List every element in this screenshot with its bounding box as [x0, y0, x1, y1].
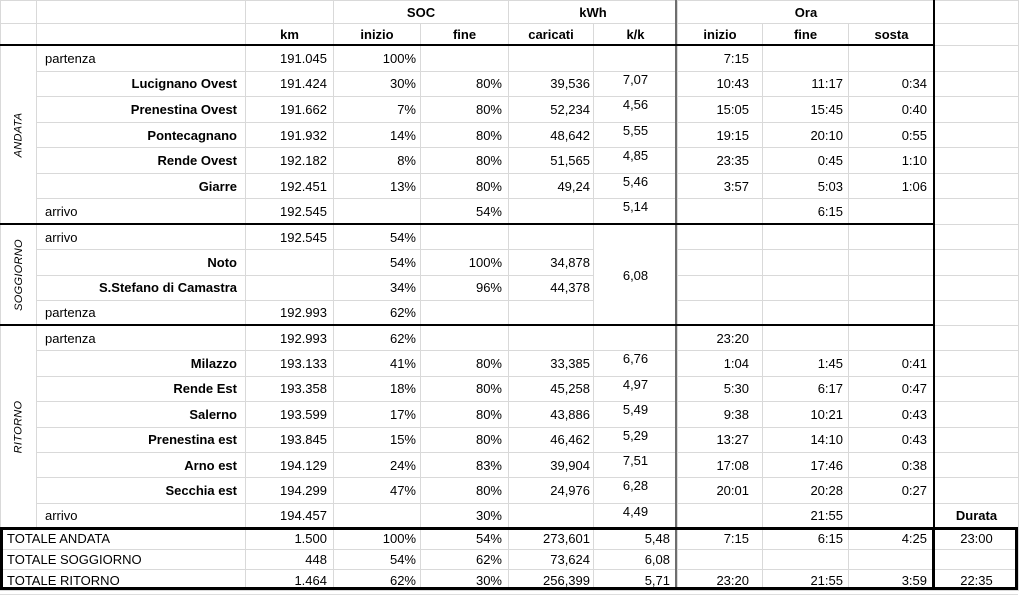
cell-durata[interactable] — [935, 46, 1019, 72]
cell-stop-name[interactable]: Pontecagnano — [37, 123, 246, 149]
cell-sosta[interactable] — [849, 276, 935, 301]
cell-durata[interactable] — [935, 148, 1019, 174]
cell-km[interactable]: 191.045 — [246, 46, 334, 72]
cell-soc-inizio[interactable]: 18% — [334, 377, 421, 402]
cell-kwh-kk[interactable]: 5,71 — [594, 570, 678, 591]
cell-ora-fine[interactable]: 17:46 — [763, 453, 849, 478]
table-row — [37, 504, 1019, 529]
cell-kwh-caricati[interactable]: 39,536 — [509, 72, 594, 98]
cell-ora-inizio[interactable]: 1:04 — [678, 351, 763, 376]
cell-soc-fine[interactable]: 80% — [421, 123, 509, 149]
cell-ora-inizio[interactable]: 5:30 — [678, 377, 763, 402]
cell-km[interactable]: 1.500 — [246, 529, 334, 550]
cell-stop-name[interactable]: Lucignano Ovest — [37, 72, 246, 98]
cell-kwh-caricati[interactable]: 43,886 — [509, 402, 594, 427]
cell-ora-inizio[interactable]: 23:35 — [678, 148, 763, 174]
cell-durata[interactable] — [935, 72, 1019, 98]
cell-soc-fine[interactable]: 80% — [421, 402, 509, 427]
cell-km[interactable]: 192.545 — [246, 199, 334, 225]
cell-soc-fine[interactable]: 80% — [421, 148, 509, 174]
cell-km[interactable]: 193.358 — [246, 377, 334, 402]
cell-soc-inizio[interactable]: 100% — [334, 529, 421, 550]
cell-durata[interactable] — [935, 123, 1019, 149]
cell-soc-inizio[interactable]: 14% — [334, 123, 421, 149]
cell-kwh-kk[interactable]: 4,85 — [594, 148, 678, 174]
cell-ora-fine[interactable] — [763, 276, 849, 301]
cell-durata[interactable] — [935, 276, 1019, 301]
cell-soc-inizio[interactable]: 24% — [334, 453, 421, 478]
table-row — [37, 199, 1019, 225]
cell-soc-fine[interactable]: 62% — [421, 550, 509, 571]
cell-kwh-caricati[interactable]: 48,642 — [509, 123, 594, 149]
cell-stop-name[interactable]: Rende Est — [37, 377, 246, 402]
cell-stop-name[interactable]: arrivo — [37, 225, 246, 250]
cell-km[interactable]: 191.424 — [246, 72, 334, 98]
cell-total-label[interactable]: TOTALE SOGGIORNO — [1, 550, 246, 571]
cell-sosta[interactable]: 1:06 — [849, 174, 935, 200]
cell-sosta[interactable] — [849, 550, 935, 571]
cell-ora-inizio[interactable] — [678, 199, 763, 225]
blank-header-cell[interactable] — [37, 24, 246, 46]
cell-durata[interactable] — [935, 174, 1019, 200]
cell-ora-inizio[interactable]: 9:38 — [678, 402, 763, 427]
cell-kwh-caricati[interactable]: 51,565 — [509, 148, 594, 174]
cell-kwh-caricati[interactable] — [509, 46, 594, 72]
cell-soc-inizio[interactable]: 41% — [334, 351, 421, 376]
cell-kwh-kk[interactable]: 4,56 — [594, 97, 678, 123]
cell-sosta[interactable]: 0:38 — [849, 453, 935, 478]
cell-km[interactable]: 193.845 — [246, 428, 334, 453]
section-rows — [37, 326, 1019, 529]
cell-ora-fine[interactable] — [763, 326, 849, 351]
cell-ora-fine[interactable] — [763, 250, 849, 275]
cell-sosta[interactable]: 0:34 — [849, 72, 935, 98]
cell-ora-fine[interactable]: 21:55 — [763, 570, 849, 591]
cell-stop-name[interactable]: arrivo — [37, 199, 246, 225]
table-row — [37, 123, 1019, 149]
cell-km[interactable]: 194.299 — [246, 478, 334, 503]
cell-soc-inizio[interactable]: 62% — [334, 326, 421, 351]
cell-ora-fine[interactable]: 21:55 — [763, 504, 849, 529]
cell-soc-inizio[interactable]: 62% — [334, 301, 421, 326]
cell-kwh-caricati[interactable]: 34,878 — [509, 250, 594, 275]
cell-soc-inizio[interactable]: 100% — [334, 46, 421, 72]
cell-ora-inizio[interactable] — [678, 301, 763, 326]
cell-kwh-caricati[interactable]: 33,385 — [509, 351, 594, 376]
cell-soc-inizio[interactable]: 15% — [334, 428, 421, 453]
cell-soc-fine[interactable]: 54% — [421, 199, 509, 225]
cell-sosta[interactable]: 1:10 — [849, 148, 935, 174]
corner-cell[interactable] — [1, 1, 37, 24]
cell-ora-inizio[interactable] — [678, 504, 763, 529]
cell-stop-name[interactable]: arrivo — [37, 504, 246, 529]
table-row — [37, 46, 1019, 72]
cell-kwh-kk[interactable]: 6,76 — [594, 351, 678, 376]
cell-soc-inizio[interactable]: 47% — [334, 478, 421, 503]
cell-sosta[interactable] — [849, 199, 935, 225]
cell-soc-fine[interactable]: 96% — [421, 276, 509, 301]
cell-kwh-kk[interactable] — [594, 46, 678, 72]
cell-ora-fine[interactable]: 0:45 — [763, 148, 849, 174]
cell-soc-fine[interactable]: 80% — [421, 478, 509, 503]
header-columns-row — [1, 24, 1019, 46]
section-label-cell[interactable] — [1, 225, 37, 326]
cell-sosta[interactable]: 4:25 — [849, 529, 935, 550]
section-rows — [37, 46, 1019, 225]
cell-soc-inizio[interactable]: 54% — [334, 225, 421, 250]
cell-sosta[interactable]: 0:40 — [849, 97, 935, 123]
cell-kwh-kk[interactable]: 6,28 — [594, 478, 678, 503]
cell-ora-fine[interactable]: 20:28 — [763, 478, 849, 503]
totals-row — [1, 529, 1019, 550]
section-ritorno — [1, 326, 1019, 529]
cell-kwh-caricati[interactable]: 44,378 — [509, 276, 594, 301]
column-header-sosta[interactable]: sosta — [849, 24, 935, 46]
cell-kwh-kk[interactable]: 6,08 — [594, 550, 678, 571]
section-label-cell[interactable] — [1, 326, 37, 529]
cell-km[interactable]: 191.932 — [246, 123, 334, 149]
cell-soc-fine[interactable]: 100% — [421, 250, 509, 275]
cell-ora-inizio[interactable] — [678, 276, 763, 301]
cell-kwh-caricati[interactable]: 73,624 — [509, 550, 594, 571]
cell-durata[interactable] — [935, 428, 1019, 453]
column-header-kk[interactable]: k/k — [594, 24, 678, 46]
cell-durata[interactable] — [935, 550, 1019, 571]
cell-durata[interactable] — [935, 301, 1019, 326]
cell-stop-name[interactable]: S.Stefano di Camastra — [37, 276, 246, 301]
cell-soc-fine[interactable] — [421, 301, 509, 326]
cell-soc-inizio[interactable]: 34% — [334, 276, 421, 301]
cell-soc-fine[interactable] — [421, 46, 509, 72]
cell-soc-inizio[interactable]: 54% — [334, 550, 421, 571]
column-header-inizio[interactable]: inizio — [334, 24, 421, 46]
header-group-row — [1, 1, 1019, 24]
cell-stop-name[interactable]: Arno est — [37, 453, 246, 478]
cell-km[interactable]: 193.599 — [246, 402, 334, 427]
cell-durata[interactable] — [935, 351, 1019, 376]
cell-ora-fine[interactable]: 6:15 — [763, 199, 849, 225]
totals-row — [1, 570, 1019, 591]
column-header-inizio[interactable]: inizio — [678, 24, 763, 46]
cell-stop-name[interactable]: partenza — [37, 326, 246, 351]
cell-durata[interactable] — [935, 250, 1019, 275]
cell-ora-inizio[interactable]: 13:27 — [678, 428, 763, 453]
cell-durata[interactable] — [935, 97, 1019, 123]
cell-kwh-caricati[interactable] — [509, 199, 594, 225]
totals-section — [1, 529, 1019, 591]
cell-ora-fine[interactable]: 10:21 — [763, 402, 849, 427]
cell-stop-name[interactable]: Giarre — [37, 174, 246, 200]
cell-soc-fine[interactable]: 30% — [421, 570, 509, 591]
cell-kwh-kk[interactable]: 7,51 — [594, 453, 678, 478]
blank-header-cell[interactable] — [935, 1, 1019, 24]
column-header-caricati[interactable]: caricati — [509, 24, 594, 46]
cell-kwh-caricati[interactable] — [509, 225, 594, 250]
table-row — [37, 377, 1019, 402]
cell-stop-name[interactable]: Prenestina Ovest — [37, 97, 246, 123]
cell-kwh-kk[interactable] — [594, 326, 678, 351]
cell-sosta[interactable]: 0:27 — [849, 478, 935, 503]
cell-kwh-kk[interactable]: 5,46 — [594, 174, 678, 200]
cell-ora-fine[interactable]: 5:03 — [763, 174, 849, 200]
cell-soc-inizio[interactable]: 62% — [334, 570, 421, 591]
cell-ora-inizio[interactable]: 20:01 — [678, 478, 763, 503]
cell-soc-inizio[interactable] — [334, 199, 421, 225]
cell-ora-fine[interactable]: 1:45 — [763, 351, 849, 376]
cell-soc-inizio[interactable]: 13% — [334, 174, 421, 200]
cell-sosta[interactable] — [849, 301, 935, 326]
cell-km[interactable]: 191.662 — [246, 97, 334, 123]
cell-durata[interactable]: 23:00 — [935, 529, 1019, 550]
cell-kwh-caricati[interactable]: 39,904 — [509, 453, 594, 478]
cell-sosta[interactable]: 3:59 — [849, 570, 935, 591]
cell-durata[interactable]: Durata — [935, 504, 1019, 529]
table-row — [37, 301, 1019, 326]
section-label-cell[interactable] — [1, 46, 37, 225]
column-header-fine[interactable]: fine — [421, 24, 509, 46]
blank-header-cell[interactable] — [935, 24, 1019, 46]
cell-kwh-kk[interactable]: 5,48 — [594, 529, 678, 550]
cell-sosta[interactable]: 0:55 — [849, 123, 935, 149]
cell-kwh-kk[interactable]: 5,14 — [594, 199, 678, 225]
cell-ora-inizio[interactable]: 15:05 — [678, 97, 763, 123]
cell-soc-inizio[interactable]: 8% — [334, 148, 421, 174]
cell-kwh-caricati[interactable]: 46,462 — [509, 428, 594, 453]
cell-durata[interactable] — [935, 225, 1019, 250]
section-rows — [37, 225, 1019, 326]
cell-km[interactable]: 192.451 — [246, 174, 334, 200]
cell-km[interactable] — [246, 250, 334, 275]
cell-km[interactable]: 448 — [246, 550, 334, 571]
cell-soc-fine[interactable]: 54% — [421, 529, 509, 550]
cell-ora-fine[interactable] — [763, 225, 849, 250]
cell-km[interactable]: 192.993 — [246, 301, 334, 326]
cell-kwh-kk[interactable]: 5,49 — [594, 402, 678, 427]
cell-durata[interactable] — [935, 326, 1019, 351]
cell-ora-inizio[interactable] — [678, 225, 763, 250]
cell-total-label[interactable]: TOTALE ANDATA — [1, 529, 246, 550]
table-row — [37, 453, 1019, 478]
cell-sosta[interactable] — [849, 46, 935, 72]
cell-ora-inizio[interactable]: 3:57 — [678, 174, 763, 200]
cell-ora-fine[interactable] — [763, 301, 849, 326]
section-label: RITORNO — [12, 400, 25, 454]
cell-kwh-kk[interactable]: 5,55 — [594, 123, 678, 149]
table-row — [37, 478, 1019, 503]
cell-stop-name[interactable]: Prenestina est — [37, 428, 246, 453]
cell-ora-inizio[interactable]: 19:15 — [678, 123, 763, 149]
cell-kwh-caricati[interactable]: 49,24 — [509, 174, 594, 200]
cell-soc-inizio[interactable]: 17% — [334, 402, 421, 427]
cell-kwh-caricati[interactable]: 52,234 — [509, 97, 594, 123]
cell-soc-fine[interactable]: 80% — [421, 97, 509, 123]
totals-row — [1, 550, 1019, 571]
cell-km[interactable]: 194.457 — [246, 504, 334, 529]
cell-ora-inizio[interactable]: 7:15 — [678, 46, 763, 72]
cell-kwh-caricati[interactable] — [509, 326, 594, 351]
cell-sosta[interactable] — [849, 326, 935, 351]
cell-kwh-kk[interactable]: 5,29 — [594, 428, 678, 453]
cell-soc-fine[interactable]: 80% — [421, 351, 509, 376]
table-row — [37, 402, 1019, 427]
header-group-ora[interactable]: Ora — [678, 1, 935, 24]
cell-durata[interactable] — [935, 199, 1019, 225]
cell-soc-fine[interactable]: 30% — [421, 504, 509, 529]
cell-ora-fine[interactable] — [763, 46, 849, 72]
cell-km[interactable] — [246, 276, 334, 301]
section-soggiorno — [1, 225, 1019, 326]
cell-soc-fine[interactable]: 83% — [421, 453, 509, 478]
cell-km[interactable]: 193.133 — [246, 351, 334, 376]
cell-soc-inizio[interactable]: 54% — [334, 250, 421, 275]
cell-ora-inizio[interactable]: 23:20 — [678, 326, 763, 351]
cell-sosta[interactable]: 0:47 — [849, 377, 935, 402]
cell-ora-inizio[interactable] — [678, 550, 763, 571]
cell-ora-fine[interactable]: 6:17 — [763, 377, 849, 402]
cell-stop-name[interactable]: Milazzo — [37, 351, 246, 376]
cell-sosta[interactable]: 0:43 — [849, 402, 935, 427]
cell-ora-inizio[interactable]: 23:20 — [678, 570, 763, 591]
cell-ora-inizio[interactable] — [678, 250, 763, 275]
cell-ora-inizio[interactable]: 10:43 — [678, 72, 763, 98]
cell-ora-inizio[interactable]: 17:08 — [678, 453, 763, 478]
cell-ora-fine[interactable] — [763, 550, 849, 571]
cell-soc-inizio[interactable] — [334, 504, 421, 529]
header-group-kwh[interactable]: kWh — [509, 1, 678, 24]
corner-cell[interactable] — [1, 24, 37, 46]
cell-stop-name[interactable]: Noto — [37, 250, 246, 275]
cell-stop-name[interactable]: Secchia est — [37, 478, 246, 503]
cell-sosta[interactable] — [849, 250, 935, 275]
cell-kwh-caricati[interactable]: 45,258 — [509, 377, 594, 402]
cell-total-label[interactable]: TOTALE RITORNO — [1, 570, 246, 591]
cell-kwh-caricati[interactable]: 24,976 — [509, 478, 594, 503]
cell-stop-name[interactable]: partenza — [37, 46, 246, 72]
cell-soc-fine[interactable] — [421, 225, 509, 250]
table-row — [37, 148, 1019, 174]
cell-km[interactable]: 192.993 — [246, 326, 334, 351]
bottom-grid-line — [0, 594, 1018, 595]
blank-header-cell[interactable] — [246, 1, 334, 24]
cell-km[interactable]: 1.464 — [246, 570, 334, 591]
cell-soc-inizio[interactable]: 7% — [334, 97, 421, 123]
blank-header-cell[interactable] — [37, 1, 246, 24]
cell-km[interactable]: 194.129 — [246, 453, 334, 478]
table-row — [37, 326, 1019, 351]
cell-soc-fine[interactable]: 80% — [421, 377, 509, 402]
column-header-fine[interactable]: fine — [763, 24, 849, 46]
cell-ora-fine[interactable]: 6:15 — [763, 529, 849, 550]
section-label: SOGGIORNO — [12, 239, 25, 311]
cell-stop-name[interactable]: Salerno — [37, 402, 246, 427]
cell-ora-inizio[interactable]: 7:15 — [678, 529, 763, 550]
cell-soc-fine[interactable] — [421, 326, 509, 351]
cell-sosta[interactable] — [849, 504, 935, 529]
section-label: ANDATA — [12, 112, 25, 158]
cell-km[interactable]: 192.545 — [246, 225, 334, 250]
cell-durata[interactable]: 22:35 — [935, 570, 1019, 591]
cell-kwh-kk[interactable]: 4,49 — [594, 504, 678, 529]
cell-soc-fine[interactable]: 80% — [421, 174, 509, 200]
section-andata — [1, 46, 1019, 225]
merged-kk-cell[interactable]: 6,08 — [594, 225, 677, 326]
table-row — [37, 72, 1019, 98]
cell-soc-fine[interactable]: 80% — [421, 428, 509, 453]
table-row — [37, 174, 1019, 200]
cell-kwh-caricati[interactable] — [509, 301, 594, 326]
cell-durata[interactable] — [935, 402, 1019, 427]
table-row — [37, 276, 1019, 301]
cell-stop-name[interactable]: partenza — [37, 301, 246, 326]
cell-sosta[interactable] — [849, 225, 935, 250]
table-row — [37, 97, 1019, 123]
column-header-km[interactable]: km — [246, 24, 334, 46]
cell-soc-fine[interactable]: 80% — [421, 72, 509, 98]
cell-kwh-kk[interactable]: 7,07 — [594, 72, 678, 98]
cell-ora-fine[interactable]: 15:45 — [763, 97, 849, 123]
cell-ora-fine[interactable]: 20:10 — [763, 123, 849, 149]
table-row — [37, 250, 1019, 275]
table-row — [37, 428, 1019, 453]
cell-durata[interactable] — [935, 478, 1019, 503]
table-row — [37, 351, 1019, 376]
cell-kwh-caricati[interactable] — [509, 504, 594, 529]
header-group-soc[interactable]: SOC — [334, 1, 509, 24]
cell-sosta[interactable]: 0:41 — [849, 351, 935, 376]
cell-soc-inizio[interactable]: 30% — [334, 72, 421, 98]
cell-durata[interactable] — [935, 377, 1019, 402]
cell-kwh-kk[interactable]: 4,97 — [594, 377, 678, 402]
cell-sosta[interactable]: 0:43 — [849, 428, 935, 453]
cell-kwh-caricati[interactable]: 256,399 — [509, 570, 594, 591]
cell-stop-name[interactable]: Rende Ovest — [37, 148, 246, 174]
cell-km[interactable]: 192.182 — [246, 148, 334, 174]
table-row — [37, 225, 1019, 250]
cell-ora-fine[interactable]: 11:17 — [763, 72, 849, 98]
cell-ora-fine[interactable]: 14:10 — [763, 428, 849, 453]
cell-durata[interactable] — [935, 453, 1019, 478]
cell-kwh-caricati[interactable]: 273,601 — [509, 529, 594, 550]
